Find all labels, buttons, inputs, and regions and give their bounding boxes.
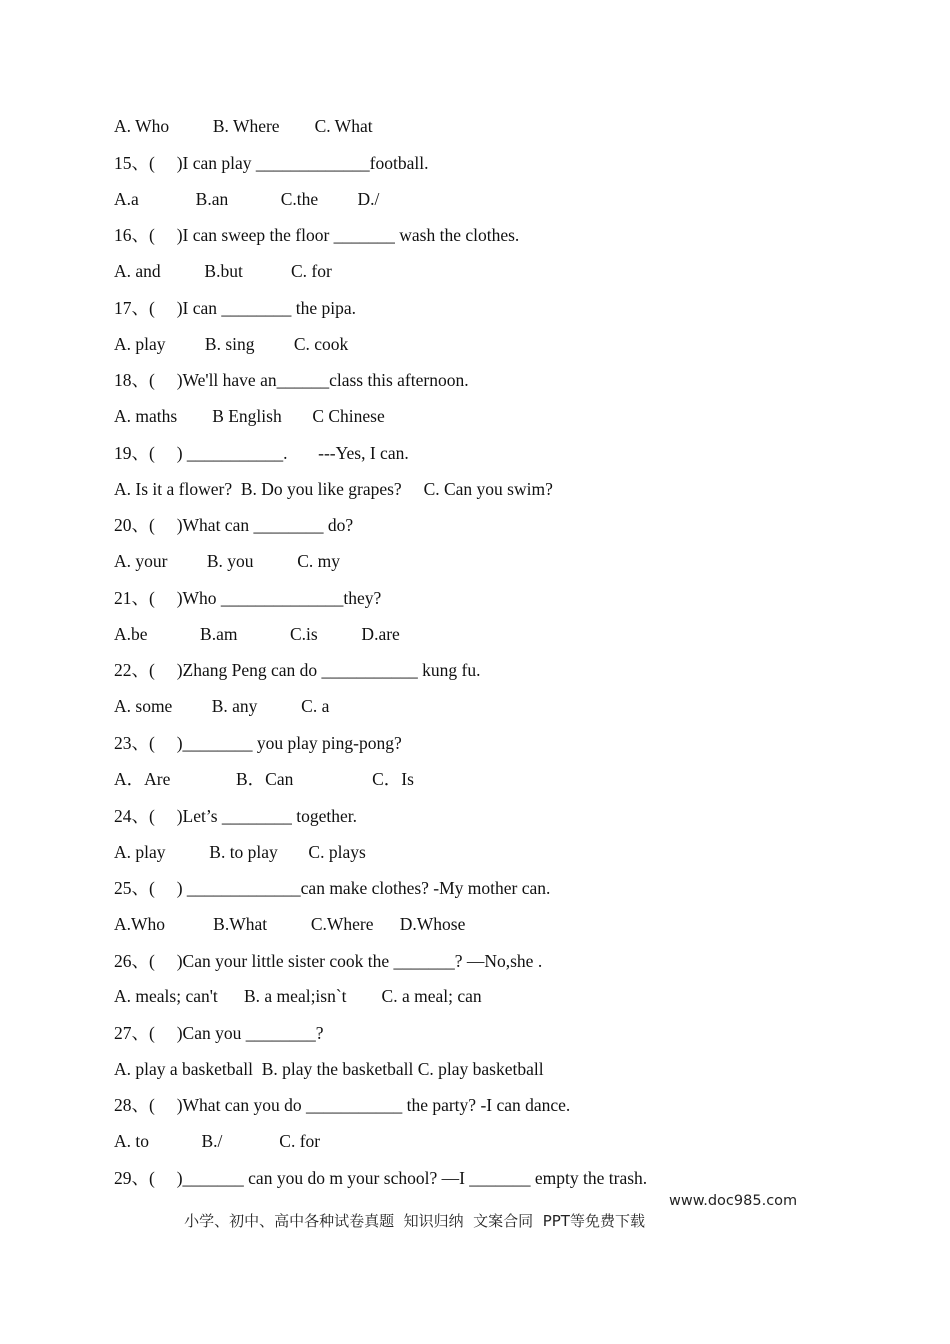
question-19: 19、( ) ___________. ---Yes, I can. xyxy=(114,443,409,463)
answer-options: A. play a basketball B. play the basketball C. play basketball xyxy=(114,1059,544,1079)
footer-website-link[interactable]: www.doc985.com xyxy=(669,1193,798,1209)
question-29: 29、( )_______ can you do m your school? —I _______ empty the trash. xyxy=(114,1168,648,1188)
answer-options: A. your B. you C. my xyxy=(114,551,341,571)
question-28: 28、( )What can you do ___________ the party? -I can dance. xyxy=(114,1095,571,1115)
question-24: 24、( )Let’s ________ together. xyxy=(114,806,358,826)
question-27: 27、( )Can you ________? xyxy=(114,1023,324,1043)
question-22: 22、( )Zhang Peng can do ___________ kung fu. xyxy=(114,660,481,680)
footer-text: 小学、初中、高中各种试卷真题 知识归纳 文案合同 PPT等免费下载 xyxy=(184,1212,645,1230)
question-17: 17、( )I can ________ the pipa. xyxy=(114,298,357,318)
question-21: 21、( )Who ______________they? xyxy=(114,588,382,608)
answer-options: A. to B./ C. for xyxy=(114,1131,321,1151)
question-20: 20、( )What can ________ do? xyxy=(114,515,354,535)
question-25: 25、( ) _____________can make clothes? -My mother can. xyxy=(114,878,551,898)
answer-options: A. some B. any C. a xyxy=(114,696,330,716)
question-15: 15、( )I can play _____________football. xyxy=(114,153,429,173)
answer-options: A. meals; can't B. a meal;isn`t C. a meal; can xyxy=(114,986,482,1006)
question-26: 26、( )Can your little sister cook the _______? —No,she . xyxy=(114,951,543,971)
answer-options: A. play B. to play C. plays xyxy=(114,842,366,862)
page-footer xyxy=(165,1191,798,1271)
answer-options: A.be B.am C.is D.are xyxy=(114,624,400,644)
question-16: 16、( )I can sweep the floor _______ wash the clothes. xyxy=(114,225,520,245)
answer-options: A．Are B．Can C．Is xyxy=(114,769,414,789)
answer-options: A. maths B English C Chinese xyxy=(114,406,385,426)
question-23: 23、( )________ you play ping-pong? xyxy=(114,733,402,753)
answer-options: A. Who B. Where C. What xyxy=(114,116,373,136)
answer-options: A. play B. sing C. cook xyxy=(114,334,349,354)
question-18: 18、( )We'll have an______class this afternoon. xyxy=(114,370,469,390)
answer-options: A.a B.an C.the D./ xyxy=(114,189,380,209)
answer-options: A. and B.but C. for xyxy=(114,261,332,281)
answer-options: A.Who B.What C.Where D.Whose xyxy=(114,914,466,934)
answer-options: A. Is it a flower? B. Do you like grapes? C. Can you swim? xyxy=(114,479,553,499)
